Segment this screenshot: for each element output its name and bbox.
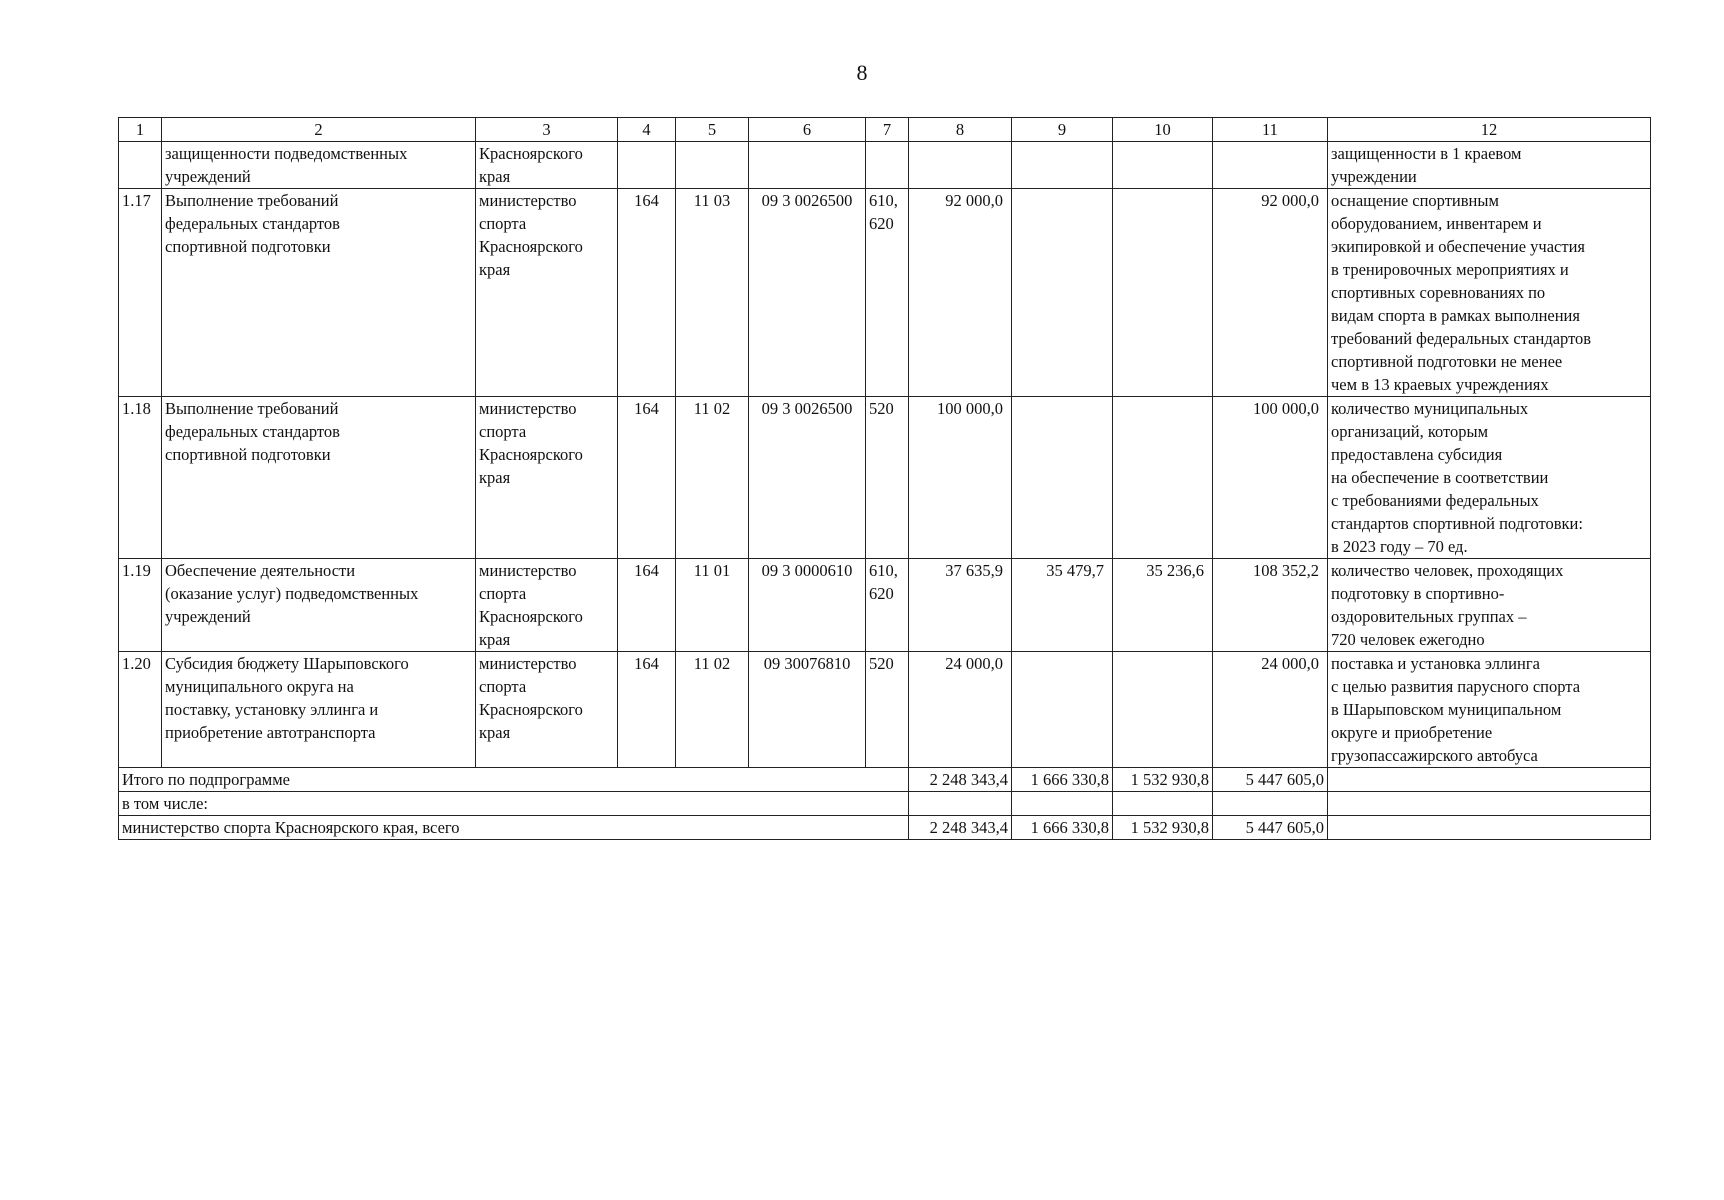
rzpr-code-cell: 11 01: [676, 559, 749, 652]
totals-result-cell: [1328, 792, 1651, 816]
organization-cell-line: министерство: [479, 654, 577, 673]
organization-cell-line: Красноярского: [479, 607, 583, 626]
organization-cell-line: Красноярского: [479, 144, 583, 163]
result-cell-line: экипировкой и обеспечение участия: [1331, 237, 1586, 256]
amount-2025-cell: [1113, 652, 1213, 768]
organization-cell-line: края: [479, 723, 511, 742]
organization-cell-line: края: [479, 167, 511, 186]
total-sum-cell: [1213, 792, 1328, 816]
table-row: [119, 559, 1651, 652]
totals-label-cell: в том числе:: [119, 792, 909, 816]
organization-cell-line: министерство: [479, 191, 577, 210]
totals-result-cell: [1328, 816, 1651, 840]
total-sum-cell: 5 447 605,0: [1213, 816, 1328, 840]
result-cell-line: оборудованием, инвентарем и: [1331, 214, 1542, 233]
table-row: [119, 189, 1651, 397]
vr-code-cell: [866, 652, 909, 768]
empty-cell: [866, 142, 909, 189]
event-name-cell-line: (оказание услуг) подведомственных: [165, 584, 419, 603]
organization-cell: [476, 397, 618, 559]
result-cell-line: видам спорта в рамках выполнения: [1331, 306, 1580, 325]
result-cell-line: в 2023 году – 70 ед.: [1331, 537, 1468, 556]
rzpr-code-cell: 11 02: [676, 397, 749, 559]
amount-2024-cell: 35 479,7: [1012, 559, 1113, 652]
table-row: [119, 397, 1651, 559]
organization-cell-line: Красноярского: [479, 700, 583, 719]
total-2023-cell: 2 248 343,4: [909, 816, 1012, 840]
result-cell: [1328, 397, 1651, 559]
event-name-cell-line: федеральных стандартов: [165, 422, 340, 441]
result-cell-line: округе и приобретение: [1331, 723, 1493, 742]
totals-row: [119, 816, 1651, 840]
result-cell: [1328, 559, 1651, 652]
totals-row: [119, 768, 1651, 792]
page-number: 8: [856, 60, 868, 85]
organization-cell-line: края: [479, 630, 511, 649]
vr-code-cell: [866, 397, 909, 559]
column-header-11: 11: [1213, 118, 1328, 142]
vr-code-cell: [866, 559, 909, 652]
total-2025-cell: 1 532 930,8: [1113, 816, 1213, 840]
organization-cell: [476, 189, 618, 397]
total-2025-cell: [1113, 792, 1213, 816]
event-name-cell-line: спортивной подготовки: [165, 445, 331, 464]
row-number-cell: 1.17: [119, 189, 162, 397]
column-header-1: 1: [119, 118, 162, 142]
event-name-cell-line: спортивной подготовки: [165, 237, 331, 256]
result-cell-line: количество муниципальных: [1331, 399, 1529, 418]
organization-cell: [476, 142, 618, 189]
amount-2024-cell: [1012, 652, 1113, 768]
organization-cell-line: Красноярского: [479, 445, 583, 464]
csr-code-cell: 09 3 0026500: [749, 189, 866, 397]
header-row: [119, 118, 1651, 142]
result-cell-line: с целью развития парусного спорта: [1331, 677, 1581, 696]
vr-code-cell-line: 520: [869, 399, 894, 418]
event-name-cell-line: приобретение автотранспорта: [165, 723, 376, 742]
column-header-4: 4: [618, 118, 676, 142]
empty-cell: [676, 142, 749, 189]
result-cell-line: с требованиями федеральных: [1331, 491, 1539, 510]
event-name-cell: [162, 142, 476, 189]
rzpr-code-cell: 11 03: [676, 189, 749, 397]
organization-cell-line: спорта: [479, 584, 527, 603]
result-cell-line: чем в 13 краевых учреждениях: [1331, 375, 1549, 394]
result-cell-line: количество человек, проходящих: [1331, 561, 1564, 580]
result-cell-line: оздоровительных группах –: [1331, 607, 1527, 626]
total-sum-cell: 5 447 605,0: [1213, 768, 1328, 792]
amount-2024-cell: [1012, 189, 1113, 397]
event-name-cell-line: муниципального округа на: [165, 677, 354, 696]
result-cell-line: поставка и установка эллинга: [1331, 654, 1540, 673]
organization-cell-line: спорта: [479, 214, 527, 233]
column-header-7: 7: [866, 118, 909, 142]
event-name-cell-line: поставку, установку эллинга и: [165, 700, 379, 719]
amount-2025-cell: [1113, 189, 1213, 397]
result-cell-line: на обеспечение в соответствии: [1331, 468, 1549, 487]
rzpr-code-cell: 11 02: [676, 652, 749, 768]
vr-code-cell-line: 620: [869, 214, 894, 233]
column-header-9: 9: [1012, 118, 1113, 142]
result-cell-line: требований федеральных стандартов: [1331, 329, 1592, 348]
event-name-cell-line: Выполнение требований: [165, 399, 339, 418]
column-header-3: 3: [476, 118, 618, 142]
organization-cell: [476, 559, 618, 652]
column-header-6: 6: [749, 118, 866, 142]
organization-cell: [476, 652, 618, 768]
result-cell-line: защищенности в 1 краевом: [1331, 144, 1522, 163]
totals-result-cell: [1328, 768, 1651, 792]
event-name-cell-line: защищенности подведомственных: [165, 144, 408, 163]
column-header-2: 2: [162, 118, 476, 142]
csr-code-cell: 09 3 0000610: [749, 559, 866, 652]
total-2023-cell: 2 248 343,4: [909, 768, 1012, 792]
empty-cell: [1213, 142, 1328, 189]
totals-row: [119, 792, 1651, 816]
total-2024-cell: 1 666 330,8: [1012, 816, 1113, 840]
vr-code-cell-line: 610,: [869, 191, 898, 210]
result-cell-line: предоставлена субсидия: [1331, 445, 1503, 464]
empty-cell: [1012, 142, 1113, 189]
result-cell-line: грузопассажирского автобуса: [1331, 746, 1538, 765]
vr-code-cell-line: 610,: [869, 561, 898, 580]
event-name-cell-line: федеральных стандартов: [165, 214, 340, 233]
result-cell-line: оснащение спортивным: [1331, 191, 1499, 210]
organization-cell-line: Красноярского: [479, 237, 583, 256]
grbs-code-cell: 164: [618, 559, 676, 652]
event-name-cell: [162, 652, 476, 768]
event-name-cell-line: Обеспечение деятельности: [165, 561, 356, 580]
amount-2023-cell: 37 635,9: [909, 559, 1012, 652]
grbs-code-cell: 164: [618, 189, 676, 397]
budget-table: [118, 117, 1651, 840]
result-cell-line: спортивной подготовки не менее: [1331, 352, 1563, 371]
empty-cell: [749, 142, 866, 189]
result-cell-line: подготовку в спортивно-: [1331, 584, 1505, 603]
totals-label-cell: Итого по подпрограмме: [119, 768, 909, 792]
row-number-cell: [119, 142, 162, 189]
column-header-12: 12: [1328, 118, 1651, 142]
result-cell-line: спортивных соревнованиях по: [1331, 283, 1546, 302]
organization-cell-line: министерство: [479, 561, 577, 580]
result-cell: [1328, 652, 1651, 768]
amount-2023-cell: 24 000,0: [909, 652, 1012, 768]
event-name-cell: [162, 397, 476, 559]
result-cell-line: организаций, которым: [1331, 422, 1489, 441]
total-2024-cell: [1012, 792, 1113, 816]
table-row: [119, 652, 1651, 768]
row-number-cell: 1.19: [119, 559, 162, 652]
row-number-cell: 1.20: [119, 652, 162, 768]
event-name-cell-line: Выполнение требований: [165, 191, 339, 210]
organization-cell-line: края: [479, 260, 511, 279]
empty-cell: [618, 142, 676, 189]
result-cell-line: в тренировочных мероприятиях и: [1331, 260, 1569, 279]
total-2025-cell: 1 532 930,8: [1113, 768, 1213, 792]
total-2024-cell: 1 666 330,8: [1012, 768, 1113, 792]
grbs-code-cell: 164: [618, 397, 676, 559]
column-header-10: 10: [1113, 118, 1213, 142]
total-2023-cell: [909, 792, 1012, 816]
empty-cell: [1113, 142, 1213, 189]
amount-2023-cell: 100 000,0: [909, 397, 1012, 559]
grbs-code-cell: 164: [618, 652, 676, 768]
totals-label-cell: министерство спорта Красноярского края, всего: [119, 816, 909, 840]
amount-total-cell: 100 000,0: [1213, 397, 1328, 559]
empty-cell: [909, 142, 1012, 189]
result-cell-line: стандартов спортивной подготовки:: [1331, 514, 1583, 533]
event-name-cell-line: учреждений: [165, 167, 251, 186]
result-cell: [1328, 142, 1651, 189]
event-name-cell-line: Субсидия бюджету Шарыповского: [165, 654, 409, 673]
column-header-5: 5: [676, 118, 749, 142]
amount-2025-cell: [1113, 397, 1213, 559]
vr-code-cell-line: 520: [869, 654, 894, 673]
result-cell-line: 720 человек ежегодно: [1331, 630, 1485, 649]
result-cell-line: в Шарыповском муниципальном: [1331, 700, 1562, 719]
organization-cell-line: министерство: [479, 399, 577, 418]
column-header-8: 8: [909, 118, 1012, 142]
amount-2024-cell: [1012, 397, 1113, 559]
event-name-cell-line: учреждений: [165, 607, 251, 626]
amount-total-cell: 108 352,2: [1213, 559, 1328, 652]
event-name-cell: [162, 189, 476, 397]
organization-cell-line: края: [479, 468, 511, 487]
vr-code-cell-line: 620: [869, 584, 894, 603]
result-cell-line: учреждении: [1331, 167, 1417, 186]
amount-2023-cell: 92 000,0: [909, 189, 1012, 397]
continuation-row: [119, 142, 1651, 189]
amount-total-cell: 24 000,0: [1213, 652, 1328, 768]
csr-code-cell: 09 30076810: [749, 652, 866, 768]
organization-cell-line: спорта: [479, 677, 527, 696]
vr-code-cell: [866, 189, 909, 397]
organization-cell-line: спорта: [479, 422, 527, 441]
amount-2025-cell: 35 236,6: [1113, 559, 1213, 652]
csr-code-cell: 09 3 0026500: [749, 397, 866, 559]
row-number-cell: 1.18: [119, 397, 162, 559]
event-name-cell: [162, 559, 476, 652]
result-cell: [1328, 189, 1651, 397]
amount-total-cell: 92 000,0: [1213, 189, 1328, 397]
